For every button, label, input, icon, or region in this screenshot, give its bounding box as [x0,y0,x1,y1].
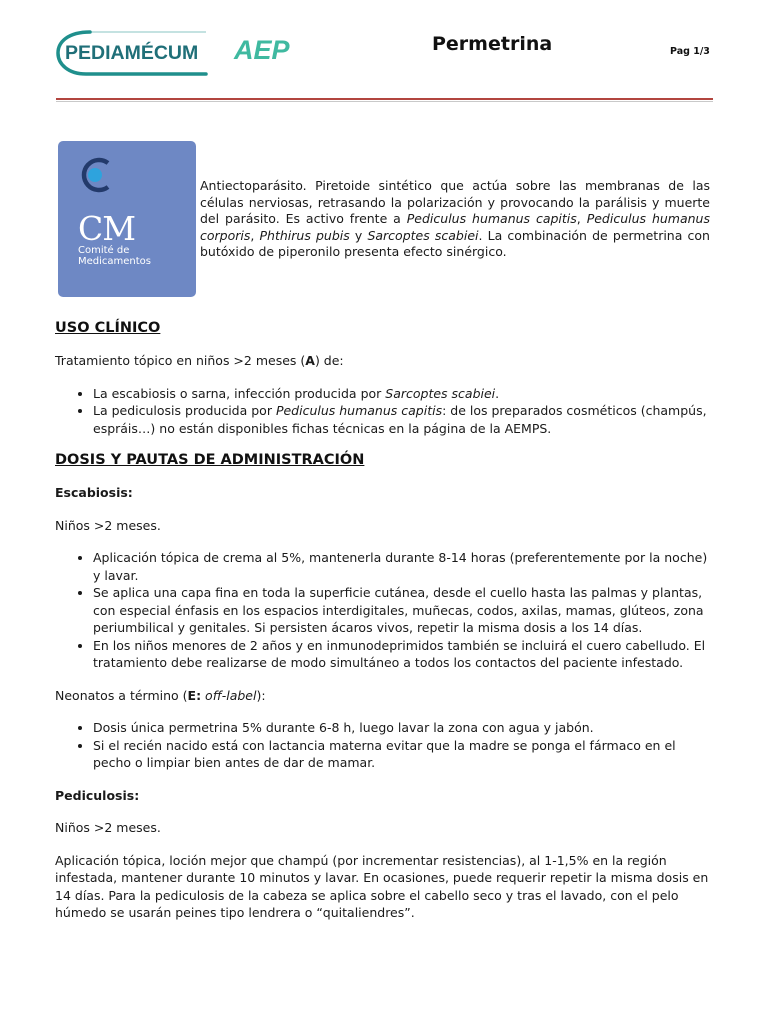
svg-text:AEP: AEP [234,35,290,65]
escabiosis-list [55,549,715,672]
drug-description: Antiectoparásito. Piretoide sintético que actúa sobre las membranas de las células nerviosas, retrasando la polarización y provocando la parálisis y muerte del parásito. Es activo frente a Pediculus humanus capitis, Pediculus humanus corporis, Phthirus pubis y Sarcoptes scabiei. La combinación de permetrina con butóxido de piperonilo presenta efecto sinérgico. [200,178,710,259]
neonatos-list [55,719,715,772]
main-content [55,318,715,922]
list-item: • Se aplica una capa fina en toda la superficie cutánea, desde el cuello hasta las palmas y plantas, con especial énfasis en los espacios interdigitales, muñecas, codos, axilas, mamas, glúteos, zona periumbilical y genitales. Si persisten ácaros vivos, repetir la misma dosis a los 14 días. [93,584,715,637]
section-heading-uso-clinico: USO CLÍNICO [55,320,161,336]
list-item: • La escabiosis o sarna, infección producida por Sarcoptes scabiei. [93,385,715,403]
subheading-pediculosis: Pediculosis: [55,787,140,803]
header-rule-gray [56,101,713,102]
list-item: • En los niños menores de 2 años y en inmunodeprimidos también se incluirá el cuero cabelludo. El tratamiento debe realizarse de modo simultáneo a todos los contactos del paciente infestado. [93,637,715,672]
pediamecum-logo [56,28,301,78]
pediculosis-text: Aplicación tópica, loción mejor que champú (por incrementar resistencias), al 1-1,5% en la región infestada, mantener durante 10 minutos y lavar. En ocasiones, puede requerir repetir la misma dosis en 14 días. Para la pediculosis de la cabeza se aplica sobre el cabello seco y tras el lavado, con el pelo húmedo se usarán peines tipo lendrera o “quitaliendres”. [55,852,709,920]
cm-subtitle: Comité de Medicamentos [78,245,152,267]
list-item: • La pediculosis producida por Pediculus humanus capitis: de los preparados cosméticos (champús, espráis…) no están disponibles fichas técnicas en la página de la AEMPS. [93,402,715,437]
neonatos-text: Neonatos a término (E: off-label): [55,687,266,703]
list-item: • Aplicación tópica de crema al 5%, mantenerla durante 8-14 horas (preferentemente por la noche) y lavar. [93,549,715,584]
page-header [0,0,768,100]
list-item: • Si el recién nacido está con lactancia materna evitar que la madre se ponga el fármaco en el pecho o limpiar bien antes de dar de mamar. [93,737,715,772]
section-heading-dosis: DOSIS Y PAUTAS DE ADMINISTRACIÓN [55,452,365,468]
header-rule-red [56,98,713,100]
cm-initials: CM [78,209,136,248]
uso-list [55,385,715,438]
page-number: Pag 1/3 [670,46,710,57]
svg-text:PEDIAMÉCUM: PEDIAMÉCUM [65,42,199,64]
cm-emblem-icon [74,153,118,197]
list-item: • Dosis única permetrina 5% durante 6-8 h, luego lavar la zona con agua y jabón. [93,719,715,737]
subheading-escabiosis: Escabiosis: [55,485,133,500]
document-title: Permetrina [432,33,553,55]
age-group-text: Niños >2 meses. [55,517,161,533]
uso-intro: Tratamiento tópico en niños >2 meses (A) de: [55,353,344,368]
age-group-text: Niños >2 meses. [55,820,161,835]
